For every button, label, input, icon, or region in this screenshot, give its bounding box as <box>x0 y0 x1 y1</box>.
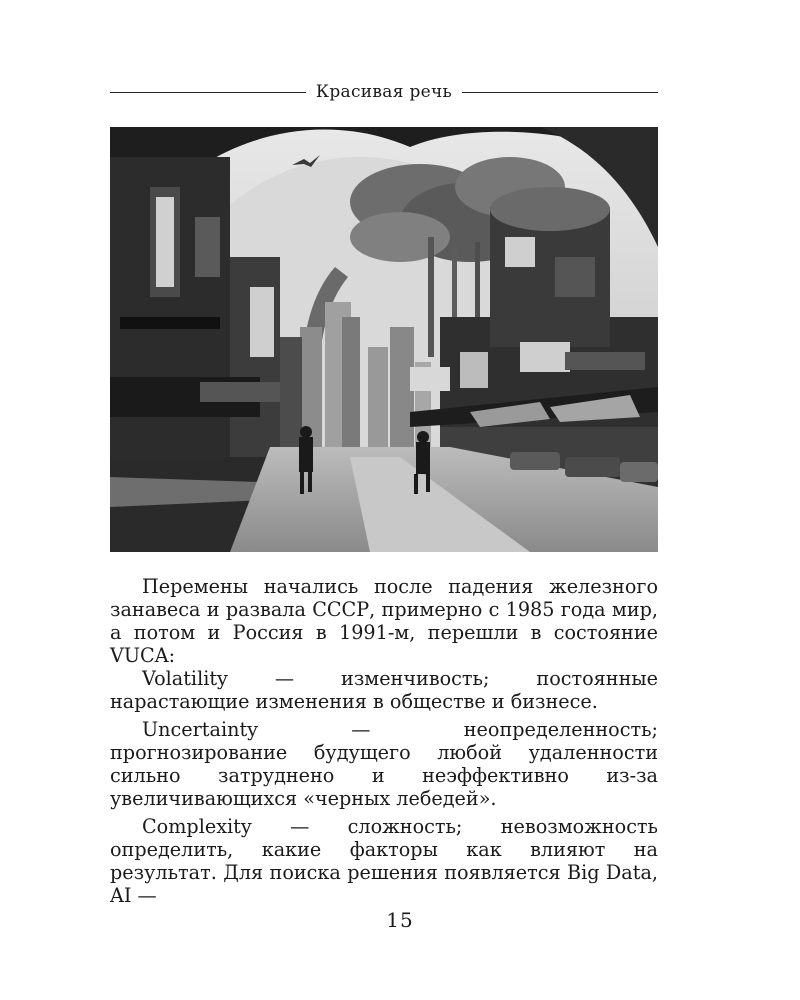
body-text <box>110 575 658 907</box>
city-street-illustration <box>110 127 658 552</box>
paragraph-intro: Перемены начались после падения железного занавеса и развала СССР, примерно с 1985 года мир, а потом и Россия в 1991-м, перешли в состояние VUCA: <box>110 575 658 667</box>
header-rule-left <box>110 92 306 93</box>
paragraph-volatility: Volatility — изменчивость; постоянные нарастающие изменения в обществе и бизнесе. <box>110 667 658 713</box>
paragraph-complexity: Complexity — сложность; невозможность определить, какие факторы как влияют на результат. Для поиска решения появляется Big Data, AI — <box>110 815 658 907</box>
paragraph-uncertainty: Uncertainty — неопределенность; прогнозирование будущего любой удаленности сильно затруднено и неэффективно из-за увеличивающихся «черных лебедей». <box>110 718 658 810</box>
header-rule-right <box>462 92 658 93</box>
running-header <box>110 78 658 106</box>
page-number: 15 <box>386 908 414 932</box>
running-header-title: Красивая речь <box>315 82 453 102</box>
